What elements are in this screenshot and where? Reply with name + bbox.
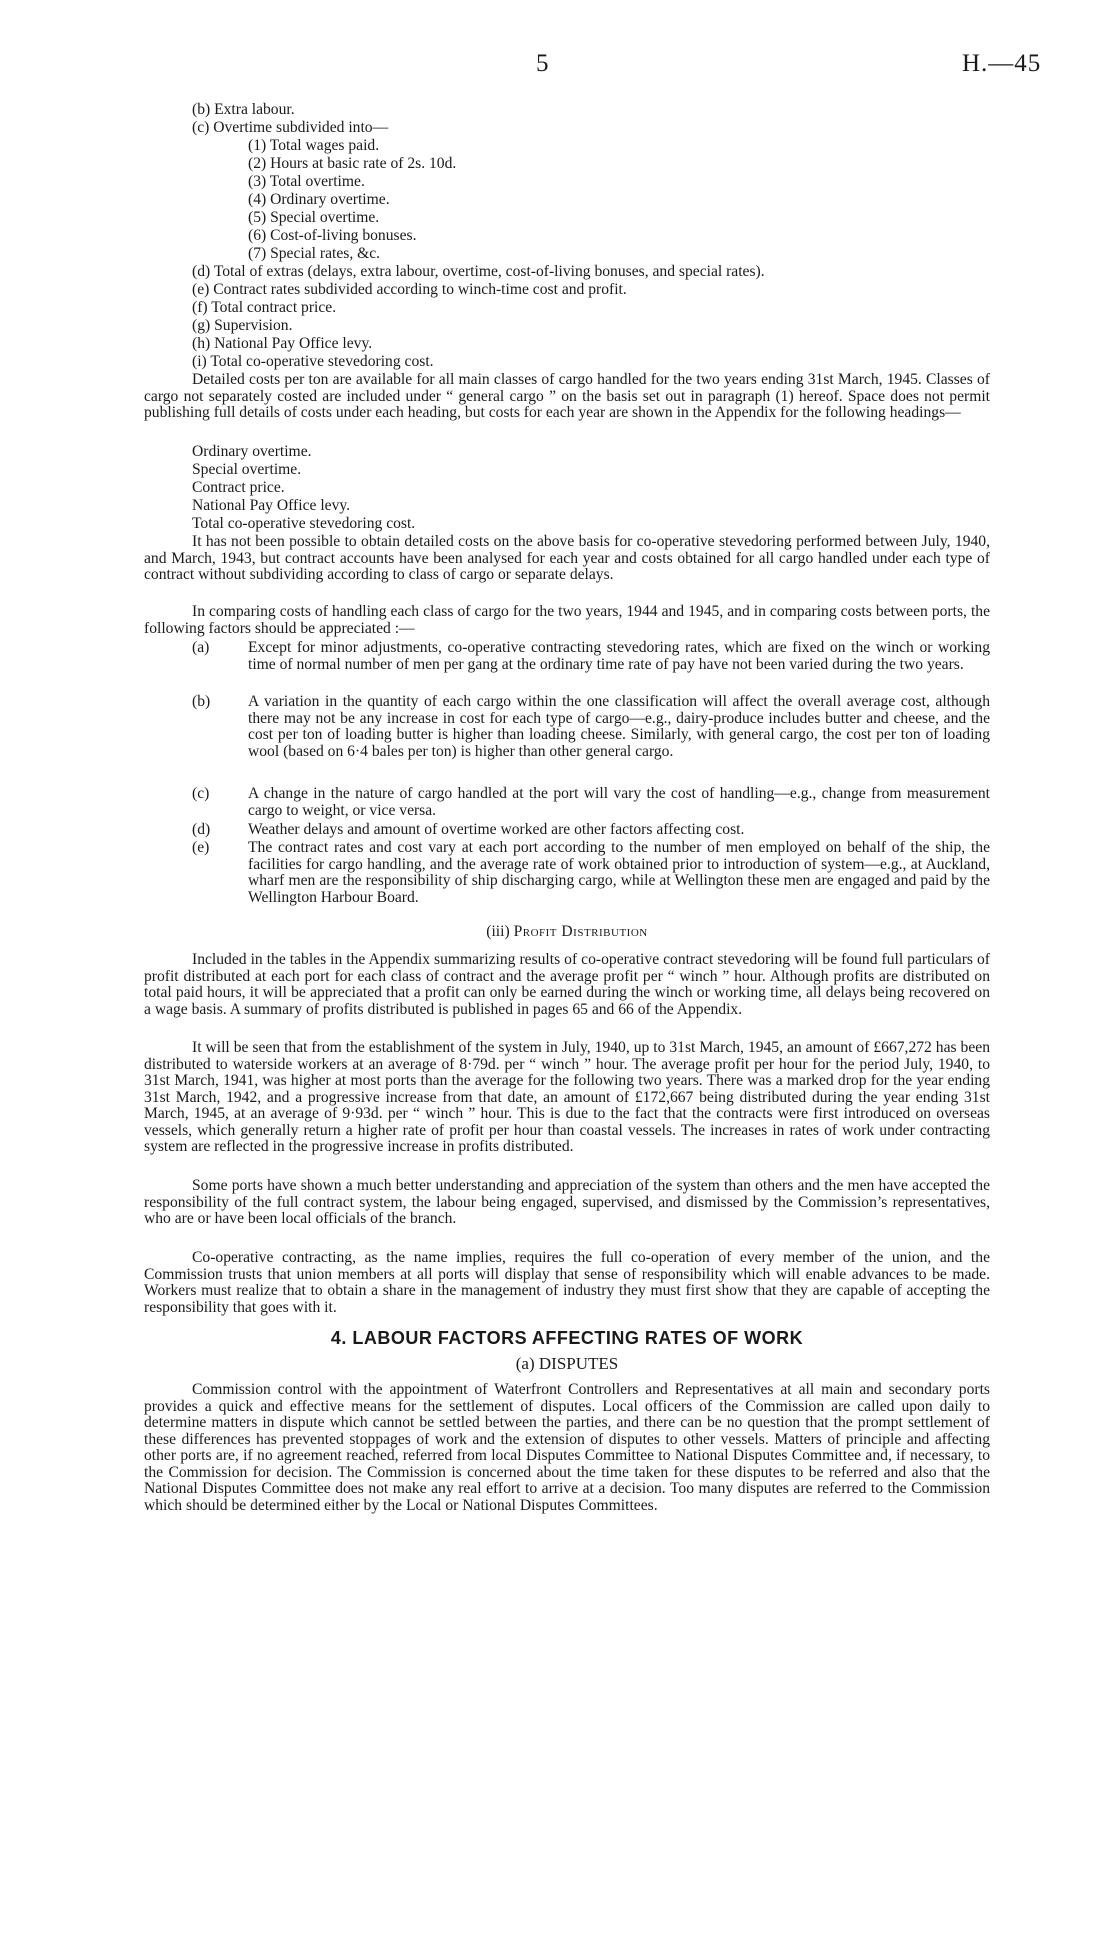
appendix-heading: Special overtime.: [192, 461, 302, 478]
overtime-subitem: (2) Hours at basic rate of 2s. 10d.: [248, 155, 457, 172]
paragraph-profit-2: [144, 1040, 990, 1156]
paragraph-text: Detailed costs per ton are available for all main classes of cargo handled for the two years ending 31st March, 1945. Classes of cargo not separately costed are included under “ general cargo ” on the basis set out in paragraph (1) hereof. Space does not permit publishing full details of costs under each heading, but costs for each year are shown in the Appendix for the following headings—: [144, 371, 990, 421]
appendix-heading: Ordinary overtime.: [192, 443, 312, 460]
overtime-subitem: (5) Special overtime.: [248, 209, 380, 226]
factor-label: (a): [192, 639, 210, 656]
section-heading-labour: 4. LABOUR FACTORS AFFECTING RATES OF WORK: [330, 1328, 804, 1348]
cost-item-text: Supervision.: [214, 317, 293, 334]
cost-item-label: (i): [192, 353, 207, 370]
overtime-subitem: (7) Special rates, &c.: [248, 245, 381, 262]
overtime-subitem: (3) Total overtime.: [248, 173, 365, 190]
cost-item-text: Total co-operative stevedoring cost.: [210, 353, 434, 370]
factor-label: (c): [192, 785, 210, 802]
appendix-heading: National Pay Office levy.: [192, 497, 351, 514]
cost-item-text: Total of extras (delays, extra labour, overtime, cost-of-living bonuses, and special rates).: [213, 263, 765, 280]
cost-item-label: (h): [192, 335, 211, 352]
paragraph-not-possible: [144, 534, 990, 584]
section-title: Profit Distribution: [513, 923, 648, 940]
cost-item-text: National Pay Office levy.: [214, 335, 373, 352]
paragraph-profit-1: [144, 952, 990, 1018]
cost-item-label: (g): [192, 317, 211, 334]
section-numeral: (iii): [486, 923, 510, 940]
paragraph-text: It has not been possible to obtain detailed costs on the above basis for co-operative stevedoring performed between July, 1940, and March, 1943, but contract accounts have been analysed for each year and costs obtained for all cargo handled under each type of contract without subdividing according to class of cargo or separate delays.: [144, 533, 990, 583]
document-reference: H.—45: [962, 50, 1042, 77]
section-heading-profit: [144, 924, 990, 941]
paragraph-profit-4: [144, 1250, 990, 1316]
paragraph-profit-3: [144, 1178, 990, 1228]
cost-item-label: (f): [192, 299, 208, 316]
factor-text: Except for minor adjustments, co-operative contracting stevedoring rates, which are fixed on the winch or working time of normal number of men per gang at the ordinary time rate of pay have not been varied during the two years.: [248, 639, 990, 673]
paragraph-text: Some ports have shown a much better understanding and appreciation of the system than others and the men have accepted the responsibility of the full contract system, the labour being engaged, supervised, and dismissed by the Commission’s representatives, who are or have been local officials of the branch.: [144, 1177, 990, 1227]
cost-item-text: Total contract price.: [211, 299, 337, 316]
subsection-heading-disputes: (a) DISPUTES: [515, 1354, 619, 1373]
cost-item-i: [192, 354, 1038, 371]
cost-item-g: [192, 318, 1038, 335]
appendix-heading: Total co-operative stevedoring cost.: [192, 515, 416, 532]
page-number: 5: [536, 50, 549, 77]
factor-b: [192, 694, 990, 760]
factor-label: (d): [192, 821, 211, 838]
cost-item-label: (e): [192, 281, 210, 298]
cost-item-e: [192, 282, 1038, 299]
factor-label: (b): [192, 693, 211, 710]
cost-item-label: (c): [192, 119, 210, 136]
overtime-subitem: (1) Total wages paid.: [248, 137, 380, 154]
cost-item-b: [192, 102, 1038, 119]
paragraph-text: Included in the tables in the Appendix summarizing results of co-operative contract stevedoring will be found full particulars of profit distributed at each port for each class of contract and the average profit per “ winch ” hour. Although profits are distributed on total paid hours, it will be appreciated that a profit can only be earned during the winch or working time, all delays being recovered on a wage basis. A summary of profits distributed is published in pages 65 and 66 of the Appendix.: [144, 951, 990, 1018]
cost-item-label: (d): [192, 263, 211, 280]
factor-e: [192, 840, 990, 906]
paragraph-disputes: [144, 1382, 990, 1514]
factor-a: [192, 640, 990, 673]
factor-text: A change in the nature of cargo handled at the port will vary the cost of handling—e.g., change from measurement cargo to weight, or vice versa.: [248, 785, 990, 819]
factor-d: [192, 822, 990, 839]
factor-text: The contract rates and cost vary at each port according to the number of men employed on behalf of the ship, the facilities for cargo handling, and the average rate of work obtained prior to introduction of system—e.g., at Auckland, wharf men are the responsibility of ship discharging cargo, while at Wellington these men are engaged and paid by the Wellington Harbour Board.: [248, 839, 990, 906]
cost-item-d: [192, 264, 1038, 281]
paragraph-text: In comparing costs of handling each class of cargo for the two years, 1944 and 1945, and in comparing costs between ports, the following factors should be appreciated :—: [144, 603, 990, 637]
cost-item-f: [192, 300, 1038, 317]
paragraph-text: Commission control with the appointment of Waterfront Controllers and Representatives at all main and secondary ports provides a quick and effective means for the settlement of disputes. Local officers of the Commission are called upon daily to determine matters in dispute which cannot be settled between the parties, and there can be no question that the prompt settlement of these differences has prevented stoppages of work and the extension of disputes to other vessels. Matters of principle and affecting other ports are, if no agreement reached, referred from local Disputes Committee to National Disputes Committee and, if necessary, to the Commission for decision. The Commission is concerned about the time taken for these disputes to be referred and also that the National Disputes Committee does not make any real effort to arrive at a decision. Too many disputes are referred to the Commission which should be determined either by the Local or National Disputes Committees.: [144, 1381, 990, 1514]
factor-text: Weather delays and amount of overtime worked are other factors affecting cost.: [248, 821, 745, 838]
paragraph-text: It will be seen that from the establishment of the system in July, 1940, up to 31st March, 1945, an amount of £667,272 has been distributed to waterside workers at an average of 8·79d. per “ winch ” hour. The average profit per hour for the period July, 1940, to 31st March, 1941, was higher at most ports than the average for the following two years. There was a marked drop for the year ending 31st March, 1942, and a progressive increase from that date, an amount of £172,667 being distributed during the year ending 31st March, 1945, at an average of 9·93d. per “ winch ” hour. This is due to the fact that the contracts were first introduced on overseas vessels, which generally return a higher rate of profit per hour than coastal vessels. The increases in rates of work under contracting system are reflected in the progressive increase in profits distributed.: [144, 1039, 990, 1155]
paragraph-text: Co-operative contracting, as the name implies, requires the full co-operation of every member of the union, and the Commission trusts that union members at all ports will display that sense of responsibility which will enable advances to be made. Workers must realize that to obtain a share in the management of industry they must first show that they are capable of accepting the responsibility that goes with it.: [144, 1249, 990, 1316]
overtime-subitem: (4) Ordinary overtime.: [248, 191, 390, 208]
factor-label: (e): [192, 839, 210, 856]
cost-item-text: Extra labour.: [214, 101, 295, 118]
appendix-heading: Contract price.: [192, 479, 285, 496]
cost-item-text: Contract rates subdivided according to winch-time cost and profit.: [213, 281, 627, 298]
paragraph-detailed-costs: [144, 372, 990, 422]
factor-c: [192, 786, 990, 819]
cost-item-h: [192, 336, 1038, 353]
paragraph-comparing: [144, 604, 990, 637]
cost-item-c: [192, 120, 1038, 137]
cost-item-text: Overtime subdivided into—: [213, 119, 389, 136]
factor-text: A variation in the quantity of each cargo within the one classification will affect the overall average cost, although there may not be any increase in cost for each type of cargo—e.g., dairy-produce includes butter and cheese, and the cost per ton of loading butter is higher than loading cheese. Similarly, with general cargo, the cost per ton of loading wool (based on 6·4 bales per ton) is higher than other general cargo.: [248, 693, 990, 760]
cost-item-label: (b): [192, 101, 211, 118]
overtime-subitem: (6) Cost-of-living bonuses.: [248, 227, 417, 244]
